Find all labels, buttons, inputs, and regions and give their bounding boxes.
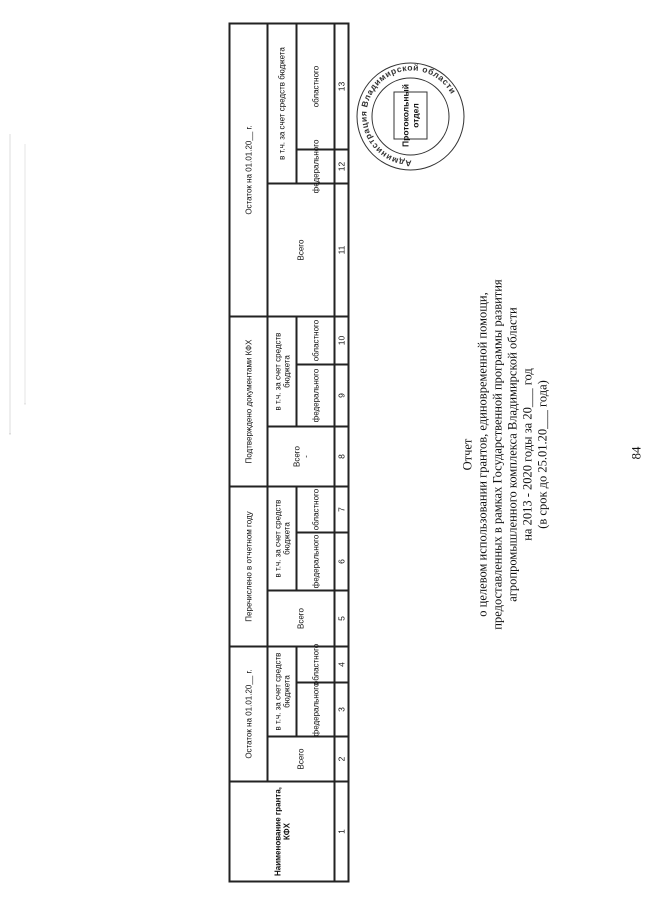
column-number: 10 [335,317,349,365]
column-number: 4 [335,647,349,683]
title-line: Отчет [460,438,475,471]
header-transferred: Перечислено в отчетном году [230,487,268,647]
title-line: (в срок до 25.01.20___ года) [535,380,550,529]
header-regional: областного [297,647,335,683]
column-number: 3 [335,683,349,737]
landscape-sheet [1,0,644,905]
header-total: Всего [268,184,335,317]
header-total-mark: - [301,455,310,458]
header-balance-end: Остаток на 01.01.20__ г. [230,24,268,317]
title-line: о целевом использовании грантов, единовременной помощи, [475,292,490,617]
header-regional: областного [297,24,335,150]
scan-noise [25,145,27,405]
header-confirmed: Подтверждено документами КФХ [230,317,268,487]
header-grant-name: Наименование гранта, КФХ [230,782,335,882]
column-number: 1 [335,782,349,882]
stamp-center-line: Протокольный [400,84,411,147]
column-number: 13 [335,24,349,150]
header-federal: федерального [297,683,335,737]
column-number: 12 [335,150,349,184]
column-number: 5 [335,591,349,647]
scan-noise [10,135,12,435]
header-federal: федерального [297,365,335,427]
column-number: 7 [335,487,349,533]
header-budget-sub: в т.ч. за счет средств бюджета [268,24,297,184]
header-regional: областного [297,487,335,533]
header-regional: областного [297,317,335,365]
header-budget-sub: в т.ч. за счет средств бюджета [268,647,297,737]
header-total: Всего [268,591,335,647]
title-line: предоставленных в рамках Государственной программы развития [490,279,505,630]
header-federal: федерального [297,533,335,591]
stamp-ring-label: Администрация Владимирской области [358,62,459,169]
column-number: 6 [335,533,349,591]
header-total: Всего [268,737,335,782]
column-number: 8 [335,427,349,487]
column-number: 9 [335,365,349,427]
stamp-center-line: отдел [410,103,421,128]
page-number: 84 [628,446,644,460]
title-line: на 2013 - 2020 годы за 20___ год [520,368,535,541]
header-total [268,427,335,487]
header-budget-sub: в т.ч. за счет средств бюджета [268,487,297,591]
header-budget-sub: в т.ч. за счет средств бюджета [268,317,297,427]
header-total-label: Всего [292,446,301,467]
column-number: 11 [335,184,349,317]
stamp-center-box [394,84,428,147]
header-federal: федерального [297,150,335,184]
header-balance-start: Остаток на 01.01.20__ г. [230,647,268,782]
official-stamp [357,63,465,171]
report-table [229,23,350,883]
column-number: 2 [335,737,349,782]
report-title [461,125,551,785]
title-line: агропромышленного комплекса Владимирской области [505,307,520,602]
